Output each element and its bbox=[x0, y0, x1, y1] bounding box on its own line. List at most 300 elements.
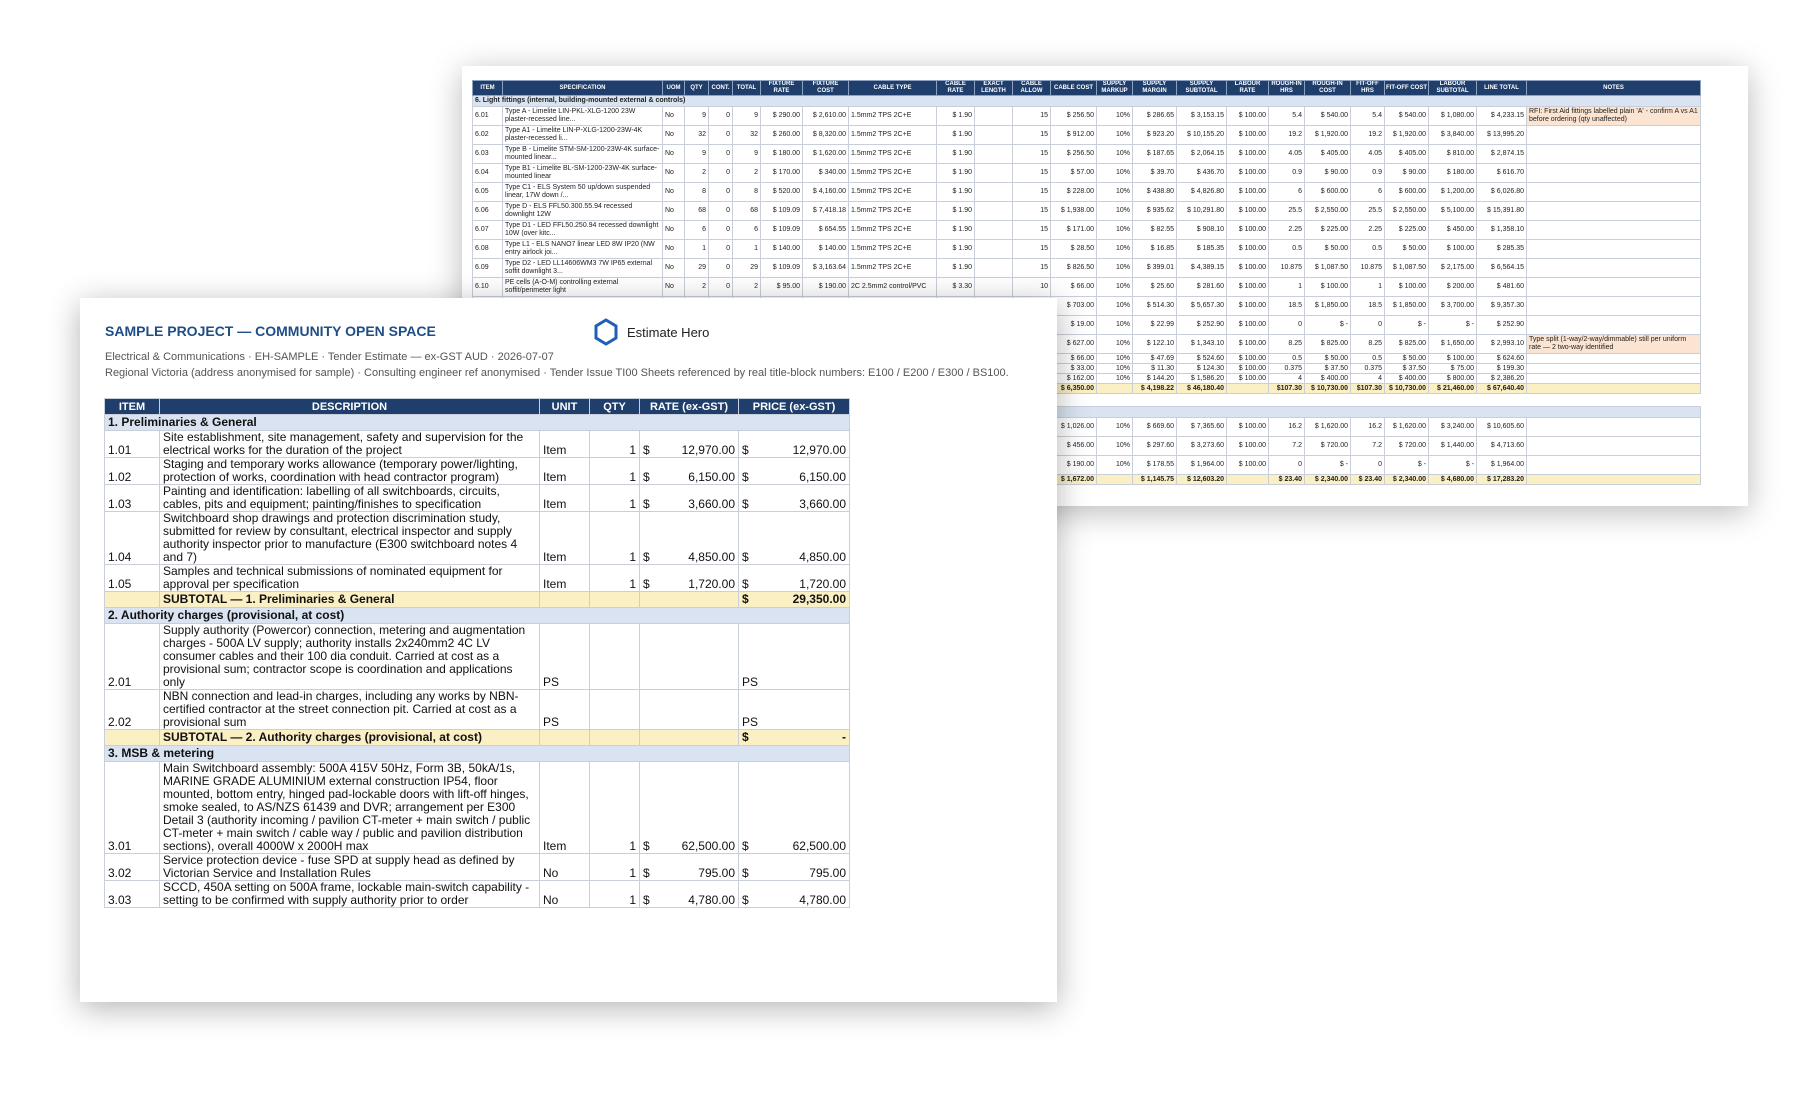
cell-cont: 0 bbox=[709, 183, 733, 202]
cell-allow: 15 bbox=[1013, 240, 1051, 259]
cell-note bbox=[1527, 456, 1701, 475]
cell-note: RFI: First Aid fittings labelled plain 'A' - confirm A vs A1 before ordering (qty unaffected) bbox=[1527, 107, 1701, 126]
cell-ssub: $ 12,603.20 bbox=[1177, 475, 1227, 485]
cell-lsub: $ 2,175.00 bbox=[1429, 259, 1477, 278]
rate-money bbox=[643, 894, 735, 907]
cell-lsub: $ 200.00 bbox=[1429, 278, 1477, 297]
cell-allow: 15 bbox=[1013, 107, 1051, 126]
cell-cont: 0 bbox=[709, 145, 733, 164]
cell-rcost: $ 37.50 bbox=[1305, 364, 1351, 374]
cell-item: 6.08 bbox=[473, 240, 503, 259]
item-number: 2.01 bbox=[105, 624, 160, 690]
cell-uom: No bbox=[663, 221, 685, 240]
item-qty bbox=[590, 690, 640, 730]
cell-ccost: $ 190.00 bbox=[1051, 456, 1097, 475]
cell-rcost: $ 825.00 bbox=[1305, 335, 1351, 354]
cell-lrate: $ 100.00 bbox=[1227, 374, 1269, 384]
cell-len bbox=[975, 240, 1013, 259]
costing-col-header: SUPPLY MARGIN bbox=[1133, 81, 1177, 96]
rate-value: 1,720.00 bbox=[688, 577, 735, 591]
cell-frate: $ 290.00 bbox=[761, 107, 803, 126]
col-header-item: ITEM bbox=[105, 399, 160, 415]
cell-lrate: $ 100.00 bbox=[1227, 221, 1269, 240]
section-title: 3. MSB & metering bbox=[105, 746, 850, 762]
cell-lrate: $ 100.00 bbox=[1227, 335, 1269, 354]
cell-len bbox=[975, 145, 1013, 164]
cell-crate: $ 1.90 bbox=[937, 259, 975, 278]
cell-rcost: $ 100.00 bbox=[1305, 278, 1351, 297]
cell-qty: 2 bbox=[685, 278, 709, 297]
price-value: 6,150.00 bbox=[799, 470, 846, 484]
costing-row bbox=[473, 145, 1701, 164]
cell-rhrs: 0.375 bbox=[1269, 364, 1305, 374]
cell-cont: 0 bbox=[709, 202, 733, 221]
cell-margin: $ 286.65 bbox=[1133, 107, 1177, 126]
cell-ssub: $ 436.70 bbox=[1177, 164, 1227, 183]
item-rate bbox=[640, 854, 739, 881]
rate-value: 6,150.00 bbox=[688, 470, 735, 484]
cell-spec: Type A - Limelite LIN-PKL-XLG-1200 23W plaster-recessed line... bbox=[503, 107, 663, 126]
table-row bbox=[105, 690, 850, 730]
cell-lsub: $ 3,700.00 bbox=[1429, 297, 1477, 316]
costing-col-header: SPECIFICATION bbox=[503, 81, 663, 96]
project-meta-line-1: Electrical & Communications · EH-SAMPLE · Tender Estimate — ex-GST AUD · 2026-07-07 bbox=[105, 351, 554, 363]
costing-col-header: ITEM bbox=[473, 81, 503, 96]
subtotal-value-cell bbox=[739, 592, 850, 608]
section-title: 1. Preliminaries & General bbox=[105, 415, 850, 431]
cell-ccost: $ 57.00 bbox=[1051, 164, 1097, 183]
cell-fcost: $ 1,620.00 bbox=[803, 145, 849, 164]
costing-col-header: CABLE RATE bbox=[937, 81, 975, 96]
cell-rcost: $ 2,340.00 bbox=[1305, 475, 1351, 485]
cell-lsub: $ 800.00 bbox=[1429, 374, 1477, 384]
item-rate bbox=[640, 458, 739, 485]
table-row bbox=[105, 881, 850, 908]
item-unit: Item bbox=[540, 512, 590, 565]
item-number: 1.01 bbox=[105, 431, 160, 458]
cell-fhrs: 4.05 bbox=[1351, 145, 1385, 164]
cell-mk: 10% bbox=[1097, 316, 1133, 335]
cell-uom: No bbox=[663, 278, 685, 297]
cell-lrate: $ 100.00 bbox=[1227, 126, 1269, 145]
currency-symbol: $ bbox=[742, 577, 749, 591]
cell-margin: $ 122.10 bbox=[1133, 335, 1177, 354]
cell-lsub: $ 810.00 bbox=[1429, 145, 1477, 164]
item-rate bbox=[640, 485, 739, 512]
cell-fcost2: $ 10,730.00 bbox=[1385, 384, 1429, 394]
costing-col-header: NOTES bbox=[1527, 81, 1701, 96]
cell-ssub: $ 2,064.15 bbox=[1177, 145, 1227, 164]
cell-fhrs: 0 bbox=[1351, 316, 1385, 335]
cell-margin: $ 47.69 bbox=[1133, 354, 1177, 364]
item-qty: 1 bbox=[590, 431, 640, 458]
project-meta-line-2: Regional Victoria (address anonymised for sample) · Consulting engineer ref anonymised · Tender Issue TI00 Sheets referenced by real title-block numbers: E100 / E200 / E300 / BS100. bbox=[105, 367, 1009, 379]
item-price: PS bbox=[739, 690, 850, 730]
cell-note bbox=[1527, 475, 1701, 485]
cell-uom: No bbox=[663, 183, 685, 202]
cell-fhrs: 0.9 bbox=[1351, 164, 1385, 183]
cell-spec: Type L1 - ELS NANO7 linear LED 8W IP20 (NW entry airlock joi... bbox=[503, 240, 663, 259]
cell-lsub: $ 180.00 bbox=[1429, 164, 1477, 183]
cell-fhrs: 7.2 bbox=[1351, 437, 1385, 456]
item-price bbox=[739, 854, 850, 881]
cell-lrate: $ 100.00 bbox=[1227, 364, 1269, 374]
cell-ssub: $ 124.30 bbox=[1177, 364, 1227, 374]
cell-total: 9 bbox=[733, 145, 761, 164]
cell-spec: Type A1 - Limelite LIN-P-XLG-1200-23W-4K plaster-recessed li... bbox=[503, 126, 663, 145]
col-header-description: DESCRIPTION bbox=[160, 399, 540, 415]
cell-rcost: $ 1,850.00 bbox=[1305, 297, 1351, 316]
cell-frate: $ 109.09 bbox=[761, 221, 803, 240]
costing-row bbox=[473, 259, 1701, 278]
cell-mk: 10% bbox=[1097, 278, 1133, 297]
cell-ssub: $ 1,586.20 bbox=[1177, 374, 1227, 384]
cell-total: 6 bbox=[733, 221, 761, 240]
cell-mk: 10% bbox=[1097, 221, 1133, 240]
cell-mk: 10% bbox=[1097, 456, 1133, 475]
cell-ccost: $ 1,026.00 bbox=[1051, 418, 1097, 437]
cell-mk: 10% bbox=[1097, 259, 1133, 278]
cell-note bbox=[1527, 145, 1701, 164]
item-unit: Item bbox=[540, 431, 590, 458]
cell-ccost: $ 66.00 bbox=[1051, 354, 1097, 364]
costing-col-header: CABLE TYPE bbox=[849, 81, 937, 96]
cell-line: $ 13,995.20 bbox=[1477, 126, 1527, 145]
section-header-row bbox=[105, 608, 850, 624]
cell-fcost2: $ 90.00 bbox=[1385, 164, 1429, 183]
cell-allow: 15 bbox=[1013, 126, 1051, 145]
rate-money bbox=[643, 551, 735, 564]
item-unit: PS bbox=[540, 690, 590, 730]
item-qty bbox=[590, 624, 640, 690]
cell-crate: $ 1.90 bbox=[937, 145, 975, 164]
cell-lrate: $ 100.00 bbox=[1227, 456, 1269, 475]
currency-symbol: $ bbox=[643, 577, 650, 591]
subtotal-value-cell bbox=[739, 730, 850, 746]
cell-fcost2: $ - bbox=[1385, 456, 1429, 475]
cell-mk: 10% bbox=[1097, 354, 1133, 364]
cell-margin: $ 669.60 bbox=[1133, 418, 1177, 437]
item-number: 1.02 bbox=[105, 458, 160, 485]
cell-lsub: $ - bbox=[1429, 456, 1477, 475]
costing-section-row bbox=[473, 96, 1701, 107]
price-money bbox=[742, 471, 846, 484]
estimate-header-row bbox=[105, 399, 850, 415]
subtotal-money bbox=[742, 731, 846, 744]
cell-crate: $ 1.90 bbox=[937, 221, 975, 240]
cell-lrate: $ 100.00 bbox=[1227, 437, 1269, 456]
cell-frate: $ 180.00 bbox=[761, 145, 803, 164]
cell-lsub: $ 75.00 bbox=[1429, 364, 1477, 374]
cell-ccost: $ 6,350.00 bbox=[1051, 384, 1097, 394]
cell-fhrs: 6 bbox=[1351, 183, 1385, 202]
estimate-table bbox=[104, 398, 850, 908]
cell-margin: $ 297.60 bbox=[1133, 437, 1177, 456]
cell-ssub: $ 281.60 bbox=[1177, 278, 1227, 297]
cell-len bbox=[975, 221, 1013, 240]
currency-symbol: $ bbox=[643, 550, 650, 564]
rate-money bbox=[643, 444, 735, 457]
cell-note bbox=[1527, 297, 1701, 316]
cell-spec: PE cells (A-O-M) controlling external soffit/perimeter light bbox=[503, 278, 663, 297]
cell-line: $ 4,233.15 bbox=[1477, 107, 1527, 126]
cell-rhrs: 0.9 bbox=[1269, 164, 1305, 183]
cell-fhrs: 8.25 bbox=[1351, 335, 1385, 354]
cell-fhrs: 0.5 bbox=[1351, 354, 1385, 364]
cell-note bbox=[1527, 354, 1701, 364]
cell-ccost: $ 627.00 bbox=[1051, 335, 1097, 354]
cell-frate: $ 170.00 bbox=[761, 164, 803, 183]
price-money bbox=[742, 444, 846, 457]
item-price bbox=[739, 485, 850, 512]
costing-col-header: ROUGH-IN HRS bbox=[1269, 81, 1305, 96]
item-number: 3.03 bbox=[105, 881, 160, 908]
cell-mk: 10% bbox=[1097, 240, 1133, 259]
cell-lsub: $ 100.00 bbox=[1429, 354, 1477, 364]
item-description: Samples and technical submissions of nominated equipment for approval per specification bbox=[160, 565, 540, 592]
section-title: 2. Authority charges (provisional, at cost) bbox=[105, 608, 850, 624]
cell-ccost: $ 1,938.00 bbox=[1051, 202, 1097, 221]
cell-ccost: $ 28.50 bbox=[1051, 240, 1097, 259]
costing-col-header: FIXTURE COST bbox=[803, 81, 849, 96]
cell-ccost: $ 19.00 bbox=[1051, 316, 1097, 335]
item-price: PS bbox=[739, 624, 850, 690]
cell-ccost: $ 256.50 bbox=[1051, 107, 1097, 126]
cell-lrate: $ 100.00 bbox=[1227, 354, 1269, 364]
subtotal-value: - bbox=[842, 730, 846, 744]
cell-lrate bbox=[1227, 475, 1269, 485]
cell-fhrs: 10.875 bbox=[1351, 259, 1385, 278]
cell-fhrs: 25.5 bbox=[1351, 202, 1385, 221]
cell-total: 68 bbox=[733, 202, 761, 221]
currency-symbol: $ bbox=[742, 866, 749, 880]
cell-item: 6.01 bbox=[473, 107, 503, 126]
item-description: Site establishment, site management, safety and supervision for the electrical works for the duration of the project bbox=[160, 431, 540, 458]
cell-item: 6.05 bbox=[473, 183, 503, 202]
cell-margin: $ 25.60 bbox=[1133, 278, 1177, 297]
cell-frate: $ 140.00 bbox=[761, 240, 803, 259]
item-price bbox=[739, 565, 850, 592]
cell-rcost: $ 10,730.00 bbox=[1305, 384, 1351, 394]
price-money bbox=[742, 867, 846, 880]
estimate-sheet bbox=[80, 298, 1057, 1002]
cell-ccost: $ 826.50 bbox=[1051, 259, 1097, 278]
cell-rcost: $ 405.00 bbox=[1305, 145, 1351, 164]
cell-rhrs: $107.30 bbox=[1269, 384, 1305, 394]
price-value: 4,850.00 bbox=[799, 550, 846, 564]
item-unit: No bbox=[540, 854, 590, 881]
hexagon-logo-icon bbox=[593, 318, 619, 346]
cell-len bbox=[975, 202, 1013, 221]
costing-row bbox=[473, 107, 1701, 126]
rate-value: 795.00 bbox=[698, 866, 735, 880]
cell-lrate: $ 100.00 bbox=[1227, 297, 1269, 316]
cell-note bbox=[1527, 316, 1701, 335]
currency-symbol: $ bbox=[643, 470, 650, 484]
subtotal-money bbox=[742, 593, 846, 606]
cell-rhrs: 4.05 bbox=[1269, 145, 1305, 164]
table-row bbox=[105, 431, 850, 458]
cell-fcost2: $ - bbox=[1385, 316, 1429, 335]
project-title: SAMPLE PROJECT — COMMUNITY OPEN SPACE bbox=[105, 323, 436, 339]
cell-total: 8 bbox=[733, 183, 761, 202]
currency-symbol: $ bbox=[742, 592, 749, 606]
cell-line: $ 2,386.20 bbox=[1477, 374, 1527, 384]
cell-margin: $ 1,145.75 bbox=[1133, 475, 1177, 485]
cell-cont: 0 bbox=[709, 240, 733, 259]
item-unit: Item bbox=[540, 458, 590, 485]
cell-total: 32 bbox=[733, 126, 761, 145]
cell-mk bbox=[1097, 384, 1133, 394]
cell-ssub: $ 10,291.80 bbox=[1177, 202, 1227, 221]
cell-fcost: $ 2,610.00 bbox=[803, 107, 849, 126]
cell-rhrs: 1 bbox=[1269, 278, 1305, 297]
cell-fhrs: 19.2 bbox=[1351, 126, 1385, 145]
cell-fcost2: $ 540.00 bbox=[1385, 107, 1429, 126]
cell-qty: 6 bbox=[685, 221, 709, 240]
price-value: 795.00 bbox=[809, 866, 846, 880]
costing-row bbox=[473, 202, 1701, 221]
cell-mk: 10% bbox=[1097, 297, 1133, 316]
cell-item: 6.07 bbox=[473, 221, 503, 240]
cell-margin: $ 187.65 bbox=[1133, 145, 1177, 164]
cell-crate: $ 1.90 bbox=[937, 126, 975, 145]
cell-total: 1 bbox=[733, 240, 761, 259]
cell-ccost: $ 912.00 bbox=[1051, 126, 1097, 145]
cell-ccost: $ 456.00 bbox=[1051, 437, 1097, 456]
cell-fcost2: $ 1,920.00 bbox=[1385, 126, 1429, 145]
cell-margin: $ 935.62 bbox=[1133, 202, 1177, 221]
item-description: Supply authority (Powercor) connection, metering and augmentation charges - 500A LV supply; authority installs 2x240mm2 4C LV consumer cables and their 100 dia conduit. Carried at cost as a provisional sum; contractor scope is coordination and applications only bbox=[160, 624, 540, 690]
subtotal-row bbox=[105, 730, 850, 746]
item-number: 2.02 bbox=[105, 690, 160, 730]
cell-mk: 10% bbox=[1097, 107, 1133, 126]
cell-rcost: $ - bbox=[1305, 316, 1351, 335]
cell-note bbox=[1527, 164, 1701, 183]
cell-ctype: 1.5mm2 TPS 2C+E bbox=[849, 202, 937, 221]
cell-ccost: $ 171.00 bbox=[1051, 221, 1097, 240]
item-rate bbox=[640, 565, 739, 592]
cell-rhrs: 19.2 bbox=[1269, 126, 1305, 145]
costing-col-header: LABOUR RATE bbox=[1227, 81, 1269, 96]
rate-value: 3,660.00 bbox=[688, 497, 735, 511]
cell-len bbox=[975, 278, 1013, 297]
item-rate bbox=[640, 690, 739, 730]
cell-line: $ 4,713.60 bbox=[1477, 437, 1527, 456]
table-row bbox=[105, 565, 850, 592]
item-qty: 1 bbox=[590, 485, 640, 512]
cell-fcost: $ 8,320.00 bbox=[803, 126, 849, 145]
cell-frate: $ 109.09 bbox=[761, 202, 803, 221]
cell-crate: $ 1.90 bbox=[937, 164, 975, 183]
price-value: 4,780.00 bbox=[799, 893, 846, 907]
cell-note bbox=[1527, 126, 1701, 145]
cell-ssub: $ 1,343.10 bbox=[1177, 335, 1227, 354]
rate-money bbox=[643, 867, 735, 880]
currency-symbol: $ bbox=[742, 730, 749, 744]
cell-rhrs: 16.2 bbox=[1269, 418, 1305, 437]
cell-lsub: $ 3,840.00 bbox=[1429, 126, 1477, 145]
cell-rhrs: 2.25 bbox=[1269, 221, 1305, 240]
cell-uom: No bbox=[663, 202, 685, 221]
cell-crate: $ 1.90 bbox=[937, 107, 975, 126]
cell-rhrs: 8.25 bbox=[1269, 335, 1305, 354]
cell-rcost: $ 1,620.00 bbox=[1305, 418, 1351, 437]
cell-fcost: $ 654.55 bbox=[803, 221, 849, 240]
cell-line: $ 252.90 bbox=[1477, 316, 1527, 335]
item-qty: 1 bbox=[590, 854, 640, 881]
cell-qty: 29 bbox=[685, 259, 709, 278]
cell-item: 6.09 bbox=[473, 259, 503, 278]
item-qty: 1 bbox=[590, 565, 640, 592]
cell-ccost: $ 256.50 bbox=[1051, 145, 1097, 164]
cell-line: $ 10,605.60 bbox=[1477, 418, 1527, 437]
cell-item: 6.04 bbox=[473, 164, 503, 183]
cell-rhrs: 10.875 bbox=[1269, 259, 1305, 278]
costing-row bbox=[473, 278, 1701, 297]
item-number: 3.01 bbox=[105, 762, 160, 854]
item-description: SCCD, 450A setting on 500A frame, lockable main-switch capability - setting to be confirmed with supply authority prior to order bbox=[160, 881, 540, 908]
cell-ssub: $ 252.90 bbox=[1177, 316, 1227, 335]
cell-allow: 10 bbox=[1013, 278, 1051, 297]
cell-note bbox=[1527, 374, 1701, 384]
cell-rhrs: 25.5 bbox=[1269, 202, 1305, 221]
cell-rhrs: 0.5 bbox=[1269, 240, 1305, 259]
price-value: 3,660.00 bbox=[799, 497, 846, 511]
cell-note bbox=[1527, 437, 1701, 456]
price-money bbox=[742, 894, 846, 907]
cell-allow: 15 bbox=[1013, 183, 1051, 202]
cell-fhrs: 1 bbox=[1351, 278, 1385, 297]
cell-fcost: $ 340.00 bbox=[803, 164, 849, 183]
cell-ccost: $ 1,672.00 bbox=[1051, 475, 1097, 485]
cell-rcost: $ 720.00 bbox=[1305, 437, 1351, 456]
currency-symbol: $ bbox=[742, 497, 749, 511]
cell-fhrs: $107.30 bbox=[1351, 384, 1385, 394]
cell-fcost2: $ 1,087.50 bbox=[1385, 259, 1429, 278]
cell-line: $ 6,564.15 bbox=[1477, 259, 1527, 278]
cell-fhrs: 0.375 bbox=[1351, 364, 1385, 374]
item-qty: 1 bbox=[590, 881, 640, 908]
cell-margin: $ 4,198.22 bbox=[1133, 384, 1177, 394]
cell-lrate: $ 100.00 bbox=[1227, 418, 1269, 437]
costing-section-title: 6. Light fittings (internal, building-mounted external & controls) bbox=[473, 96, 1701, 107]
table-row bbox=[105, 458, 850, 485]
price-value: 12,970.00 bbox=[792, 443, 846, 457]
cell-ctype: 1.5mm2 TPS 2C+E bbox=[849, 240, 937, 259]
cell-lrate: $ 100.00 bbox=[1227, 202, 1269, 221]
item-unit: Item bbox=[540, 762, 590, 854]
costing-row bbox=[473, 221, 1701, 240]
cell-rhrs: 7.2 bbox=[1269, 437, 1305, 456]
cell-fcost2: $ 2,340.00 bbox=[1385, 475, 1429, 485]
cell-len bbox=[975, 183, 1013, 202]
cell-fcost2: $ 50.00 bbox=[1385, 354, 1429, 364]
price-money bbox=[742, 551, 846, 564]
costing-col-header: SUPPLY SUBTOTAL bbox=[1177, 81, 1227, 96]
cell-fhrs: 16.2 bbox=[1351, 418, 1385, 437]
cell-qty: 2 bbox=[685, 164, 709, 183]
cell-line: $ 2,993.10 bbox=[1477, 335, 1527, 354]
cell-total: 9 bbox=[733, 107, 761, 126]
currency-symbol: $ bbox=[742, 839, 749, 853]
cell-note: Type split (1-way/2-way/dimmable) still per uniform rate — 2 two-way identified bbox=[1527, 335, 1701, 354]
costing-row bbox=[473, 126, 1701, 145]
table-row bbox=[105, 512, 850, 565]
cell-frate: $ 520.00 bbox=[761, 183, 803, 202]
item-price bbox=[739, 881, 850, 908]
cell-cont: 0 bbox=[709, 126, 733, 145]
